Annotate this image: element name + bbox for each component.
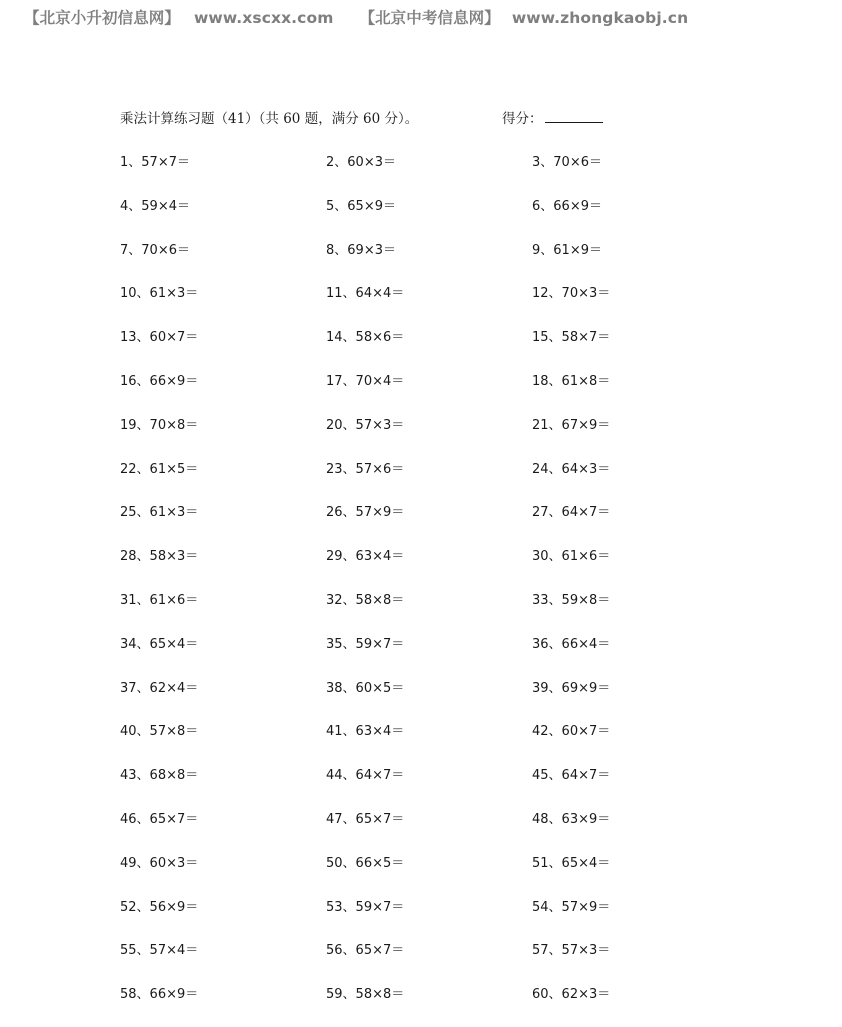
problem-row [120,326,740,370]
problem-item: 2、60×3＝ [326,155,396,170]
problem-item: 31、61×6＝ [120,592,199,608]
problem-item: 29、63×4＝ [326,549,405,565]
site2-name: 【北京中考信息网】 [359,9,500,27]
problem-item: 13、60×7＝ [120,330,199,346]
problem-item: 47、65×7＝ [326,811,405,827]
problem-row [120,896,740,940]
problem-item: 21、67×9＝ [532,417,611,433]
problem-row [120,764,740,808]
problem-item: 14、58×6＝ [326,330,405,346]
problem-item: 57、57×3＝ [532,943,611,959]
site1-name: 【北京小升初信息网】 [24,9,181,27]
worksheet-title: 乘法计算练习题（41）（共 60 题，满分 60 分）。 [120,111,419,127]
problem-item: 36、66×4＝ [532,636,611,652]
score-label: 得分： [502,111,543,127]
problem-item: 54、57×9＝ [532,899,611,915]
problem-row [120,545,740,589]
problem-item: 48、63×9＝ [532,811,611,827]
problem-row [120,852,740,896]
problem-item: 49、60×3＝ [120,855,199,871]
problem-item: 5、65×9＝ [326,198,396,214]
problem-row [120,282,740,326]
problem-item: 37、62×4＝ [120,680,199,696]
problem-item: 7、70×6＝ [120,242,190,258]
problem-item: 26、57×9＝ [326,505,405,521]
problem-row [120,589,740,633]
problem-item: 10、61×3＝ [120,286,199,302]
problem-item: 46、65×7＝ [120,811,199,827]
problem-item: 19、70×8＝ [120,417,199,433]
problem-item: 55、57×4＝ [120,943,199,959]
problem-item: 11、64×4＝ [326,286,405,302]
problem-row [120,983,740,1027]
problem-item: 9、61×9＝ [532,242,602,258]
problem-row [120,458,740,502]
problem-row [120,501,740,545]
problem-item: 39、69×9＝ [532,680,611,696]
problem-item: 53、59×7＝ [326,899,405,915]
problem-item: 56、65×7＝ [326,943,405,959]
worksheet-title-row [120,107,720,129]
problem-item: 45、64×7＝ [532,768,611,784]
problem-item: 50、66×5＝ [326,855,405,871]
problem-item: 24、64×3＝ [532,461,611,477]
problem-row [120,195,740,239]
problem-row [120,633,740,677]
problem-row [120,239,740,283]
problem-item: 3、70×6＝ [532,155,602,170]
problem-row [120,720,740,764]
problem-row [120,808,740,852]
problem-item: 42、60×7＝ [532,724,611,740]
problem-item: 23、57×6＝ [326,461,405,477]
problem-item: 1、57×7＝ [120,155,190,170]
problem-item: 8、69×3＝ [326,242,396,258]
problem-row [120,151,740,195]
problem-item: 27、64×7＝ [532,505,611,521]
site2-url[interactable]: www.zhongkaobj.cn [511,9,689,27]
problem-item: 15、58×7＝ [532,330,611,346]
problem-item: 28、58×3＝ [120,549,199,565]
site1-url[interactable]: www.xscxx.com [194,9,334,27]
problem-item: 58、66×9＝ [120,987,199,1003]
problem-item: 34、65×4＝ [120,636,199,652]
problem-item: 30、61×6＝ [532,549,611,565]
problem-item: 4、59×4＝ [120,198,190,214]
problem-row [120,370,740,414]
problem-item: 32、58×8＝ [326,592,405,608]
problem-row [120,414,740,458]
problem-item: 20、57×3＝ [326,417,405,433]
problem-item: 6、66×9＝ [532,198,602,214]
problem-item: 33、59×8＝ [532,592,611,608]
problem-item: 43、68×8＝ [120,768,199,784]
problem-item: 59、58×8＝ [326,987,405,1003]
problem-row [120,677,740,721]
problem-item: 40、57×8＝ [120,724,199,740]
problem-item: 51、65×4＝ [532,855,611,871]
problem-item: 44、64×7＝ [326,768,405,784]
page-header [24,6,688,28]
score-blank-line [545,109,603,123]
problem-item: 22、61×5＝ [120,461,199,477]
problem-item: 18、61×8＝ [532,373,611,389]
problem-item: 35、59×7＝ [326,636,405,652]
problem-row [120,939,740,983]
problem-item: 41、63×4＝ [326,724,405,740]
problem-item: 16、66×9＝ [120,373,199,389]
problem-item: 38、60×5＝ [326,680,405,696]
problem-item: 60、62×3＝ [532,987,611,1003]
problem-item: 52、56×9＝ [120,899,199,915]
problem-grid [120,151,740,1027]
problem-item: 25、61×3＝ [120,505,199,521]
problem-item: 12、70×3＝ [532,286,611,302]
score-field [502,107,603,127]
problem-item: 17、70×4＝ [326,373,405,389]
